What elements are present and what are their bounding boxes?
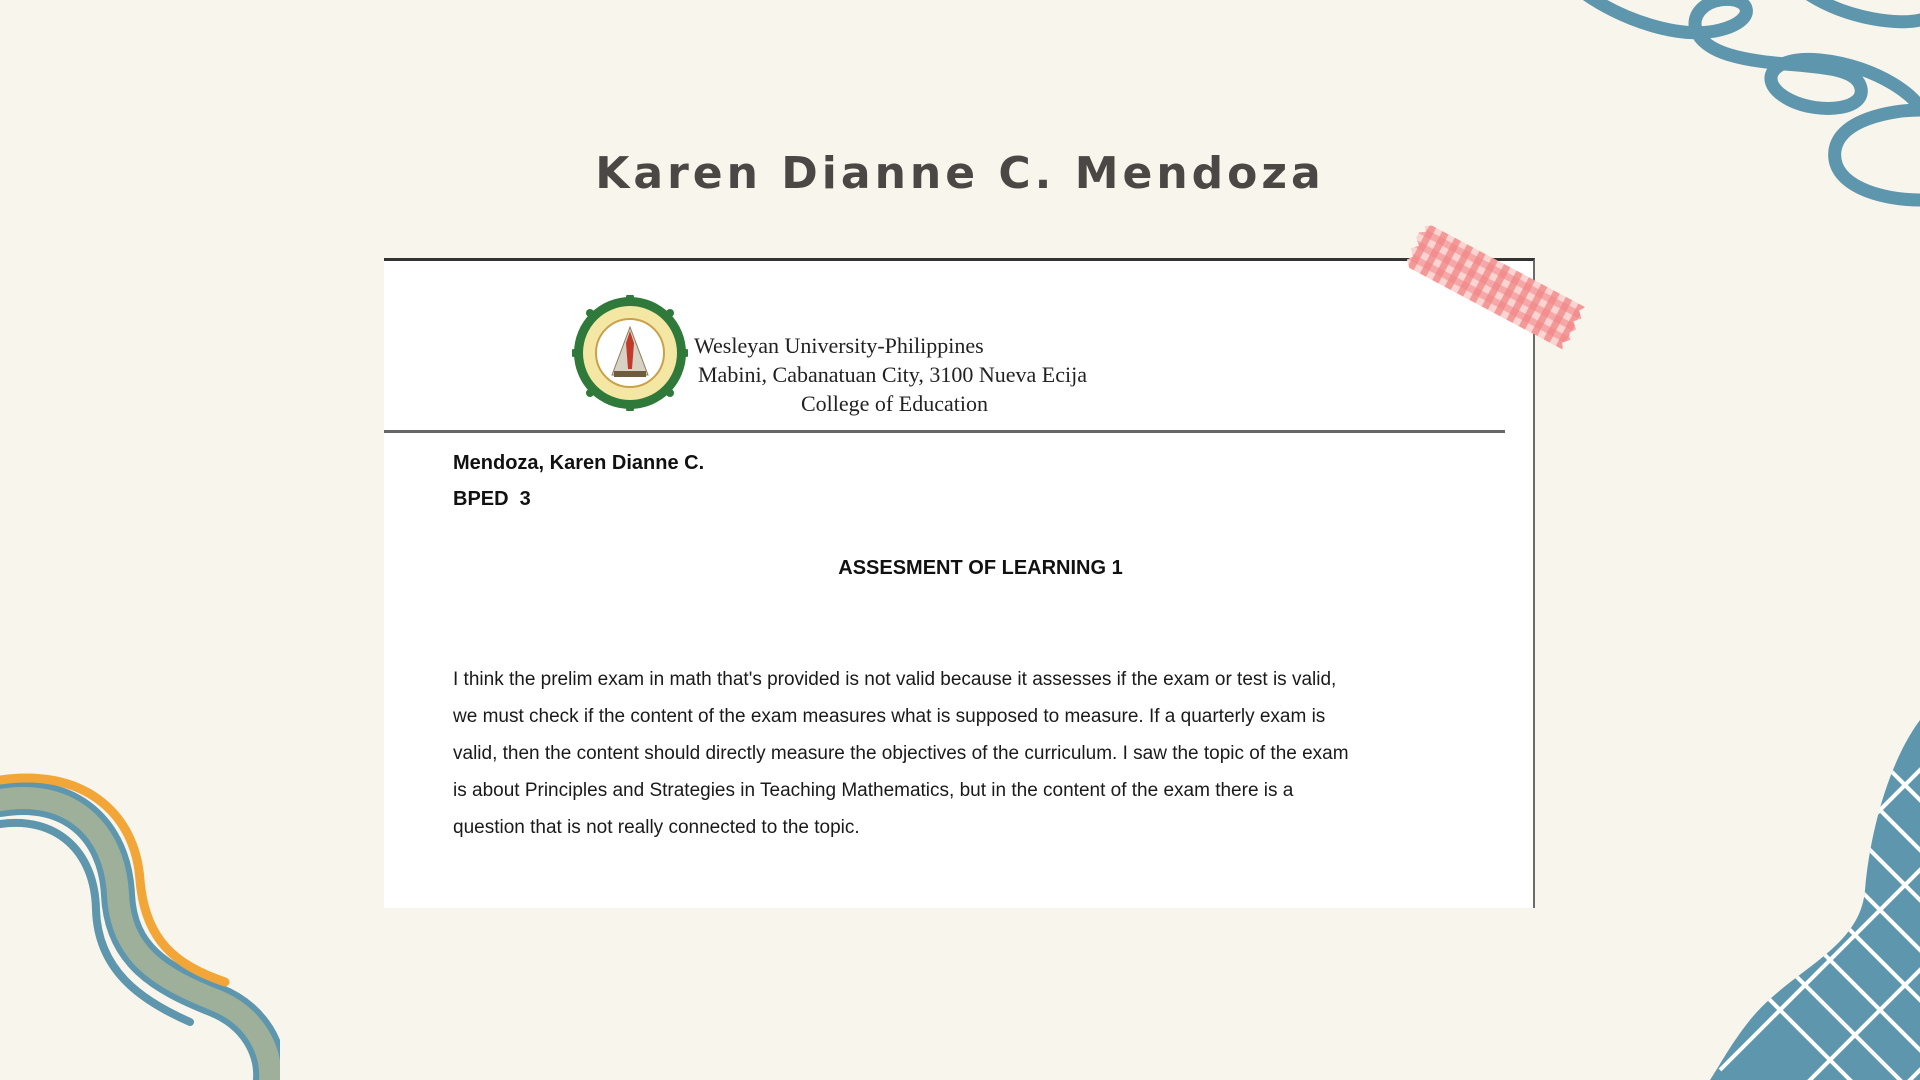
body-line: we must check if the content of the exam measures what is supposed to measure. If a quarterly exam is: [453, 706, 1326, 727]
wave-decoration-icon: [0, 760, 280, 1080]
slide-title: Karen Dianne C. Mendoza: [595, 148, 1325, 199]
student-name: Mendoza, Karen Dianne C.: [453, 452, 705, 474]
document-title: ASSESMENT OF LEARNING 1: [838, 557, 1123, 579]
body-line: question that is not really connected to the topic.: [453, 817, 860, 838]
grid-blob-decoration-icon: [1690, 720, 1920, 1080]
swirl-decoration-icon: [1560, 0, 1920, 290]
body-line: is about Principles and Strategies in Teaching Mathematics, but in the content of the exam there is a: [453, 780, 1294, 801]
body-line: valid, then the content should directly measure the objectives of the curriculum. I saw the topic of the exam: [453, 743, 1349, 764]
student-course: BPED 3: [453, 488, 531, 510]
document-body: [453, 661, 1463, 846]
university-address: [694, 331, 1234, 418]
university-seal-icon: [572, 295, 688, 411]
body-line: I think the prelim exam in math that's provided is not valid because it assesses if the exam or test is valid,: [453, 669, 1337, 690]
document-letterhead: [384, 261, 1505, 433]
university-location: Mabini, Cabanatuan City, 3100 Nueva Ecija: [698, 362, 1087, 387]
washi-tape-icon: [1390, 225, 1590, 365]
university-name: Wesleyan University-Philippines: [694, 333, 984, 358]
student-info: [453, 445, 704, 517]
document-page: [384, 258, 1535, 908]
college-name: College of Education: [801, 391, 988, 416]
